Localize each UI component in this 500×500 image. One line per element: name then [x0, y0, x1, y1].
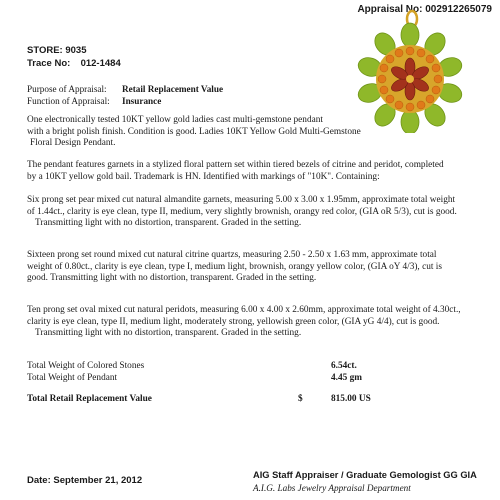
- garnet-line: Transmitting light with no distortion, transparent. Graded in the setting.: [35, 218, 302, 229]
- purpose-value: Retail Replacement Value: [122, 84, 224, 94]
- store-line: [27, 45, 87, 56]
- trace-line: [27, 58, 121, 69]
- features-line: The pendant features garnets in a stylized floral pattern set within tiered bezels of citrine and peridot, completed: [27, 160, 444, 170]
- features-paragraph: [27, 160, 467, 183]
- peridot-paragraph: [27, 305, 467, 340]
- pendant-photo: [350, 5, 470, 133]
- features-line: by a 10KT yellow gold bail. Trademark is HN. Identified with markings of "10K". Containing:: [27, 171, 380, 182]
- total-pendant-label: Total Weight of Pendant: [27, 373, 118, 383]
- total-replacement-value: 815.00 US: [331, 394, 371, 404]
- description-line: One electronically tested 10KT yellow gold ladies cast multi-gemstone pendant: [27, 115, 323, 125]
- appraisal-department: A.I.G. Labs Jewelry Appraisal Department: [253, 483, 411, 493]
- appraisal-number-value: 002912265079: [425, 4, 492, 15]
- purpose-label: Purpose of Appraisal:: [27, 84, 107, 94]
- peridot-line: clarity is eye clean, type II, medium light, moderately strong, yellowish green color, (GIA yG 4/4), cut is good.: [27, 316, 440, 327]
- garnet-line: of 1.44ct., clarity is eye clean, type II, medium, very slightly brownish, orangy red color, (GIA oR 5/3), cut is good.: [27, 206, 457, 217]
- garnet-paragraph: [27, 195, 467, 230]
- citrine-line: good. Transmitting light with no distortion, transparent. Graded in the setting.: [27, 273, 317, 284]
- description-paragraph: [27, 115, 467, 150]
- store-number: 9035: [65, 45, 87, 56]
- trace-label: Trace No:: [27, 58, 71, 69]
- description-line: Floral Design Pendant.: [30, 138, 116, 149]
- peridot-line: Transmitting light with no distortion, transparent. Graded in the setting.: [35, 328, 302, 339]
- garnet-line: Six prong set pear mixed cut natural almandite garnets, measuring 5.00 x 3.00 x 1.95mm, approximate total weight: [27, 195, 456, 205]
- peridot-line: Ten prong set oval mixed cut natural peridots, measuring 6.00 x 4.00 x 2.60mm, approximate total weight of 4.30ct.,: [27, 305, 461, 315]
- citrine-paragraph: [27, 250, 467, 285]
- total-pendant-value: 4.45 gm: [331, 373, 362, 383]
- total-replacement-label: Total Retail Replacement Value: [27, 394, 152, 404]
- total-colored-stones-value: 6.54ct.: [331, 361, 357, 371]
- function-label: Function of Appraisal:: [27, 96, 110, 106]
- store-label: STORE:: [27, 45, 63, 56]
- trace-number: 012-1484: [80, 58, 121, 69]
- function-value: Insurance: [122, 96, 162, 106]
- citrine-line: Sixteen prong set round mixed cut natural citrine quartzs, measuring 2.50 - 2.50 x 1.63 mm, approximate total: [27, 250, 437, 260]
- citrine-line: weight of 0.80ct., clarity is eye clean, type I, medium light, brownish, orangy yellow color, (GIA oY 4/3), cut is: [27, 261, 442, 272]
- total-colored-stones-label: Total Weight of Colored Stones: [27, 361, 145, 371]
- currency-symbol: $: [298, 394, 303, 404]
- appraisal-date: Date: September 21, 2012: [27, 475, 143, 486]
- appraiser-title: AIG Staff Appraiser / Graduate Gemologist GG GIA: [253, 470, 477, 480]
- appraisal-number-label: Appraisal No:: [357, 4, 423, 15]
- description-line: with a bright polish finish. Condition is good. Ladies 10KT Yellow Gold Multi-Gemstone: [27, 126, 361, 137]
